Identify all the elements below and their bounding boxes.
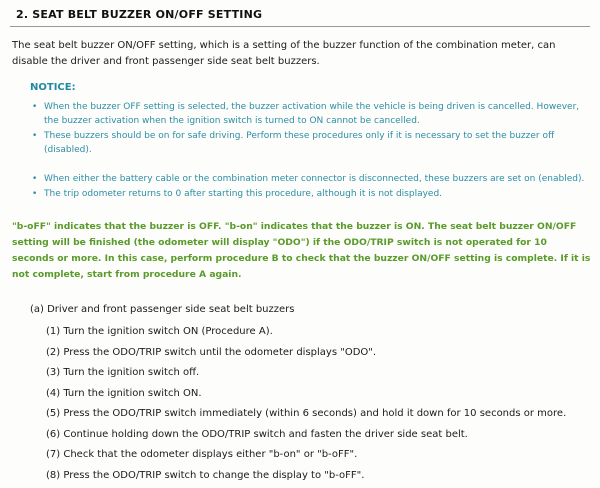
procedure-steps — [46, 324, 586, 488]
procedure-title: (a) Driver and front passenger side seat belt buzzers — [30, 304, 295, 315]
intro-paragraph: The seat belt buzzer ON/OFF setting, which is a setting of the buzzer function of the combination meter, can disable the driver and front passenger side seat belt buzzers. — [12, 38, 588, 70]
notice-title: NOTICE: — [30, 82, 76, 93]
procedure-step: (8) Press the ODO/TRIP switch to change the display to "b-oFF". — [46, 468, 586, 488]
notice-item: • When the buzzer OFF setting is selected, the buzzer activation while the vehicle is being driven is cancelled. However, the buzzer activation when the ignition switch is turned to ON cannot be cancelled. — [30, 100, 590, 128]
notice-item: • The trip odometer returns to 0 after starting this procedure, although it is not displayed. — [30, 187, 590, 201]
section-title: 2. SEAT BELT BUZZER ON/OFF SETTING — [16, 8, 262, 21]
procedure-step: (2) Press the ODO/TRIP switch until the odometer displays "ODO". — [46, 345, 586, 366]
notice-item: • When either the battery cable or the combination meter connector is disconnected, these buzzers are set on (enabled). — [30, 172, 590, 186]
procedure-step: (3) Turn the ignition switch off. — [46, 365, 586, 386]
hint-paragraph: "b-oFF" indicates that the buzzer is OFF. "b-on" indicates that the buzzer is ON. The seat belt buzzer ON/OFF setting will be finished (the odometer will display "ODO") if the ODO/TRIP switch is not operated for 10 seconds or more. In this case, perform procedure B to check that the buzzer ON/OFF setting is complete. If it is not complete, start from procedure A again. — [12, 219, 592, 283]
procedure-step: (1) Turn the ignition switch ON (Procedure A). — [46, 324, 586, 345]
notice-list-1 — [30, 100, 590, 157]
procedure-step: (7) Check that the odometer displays either "b-on" or "b-oFF". — [46, 447, 586, 468]
title-divider — [10, 26, 590, 27]
notice-list-2 — [30, 172, 590, 201]
procedure-step: (6) Continue holding down the ODO/TRIP switch and fasten the driver side seat belt. — [46, 427, 586, 448]
procedure-step: (5) Press the ODO/TRIP switch immediately (within 6 seconds) and hold it down for 10 seconds or more. — [46, 406, 586, 427]
procedure-step: (4) Turn the ignition switch ON. — [46, 386, 586, 407]
notice-item: • These buzzers should be on for safe driving. Perform these procedures only if it is necessary to set the buzzer off (disabled). — [30, 129, 590, 157]
